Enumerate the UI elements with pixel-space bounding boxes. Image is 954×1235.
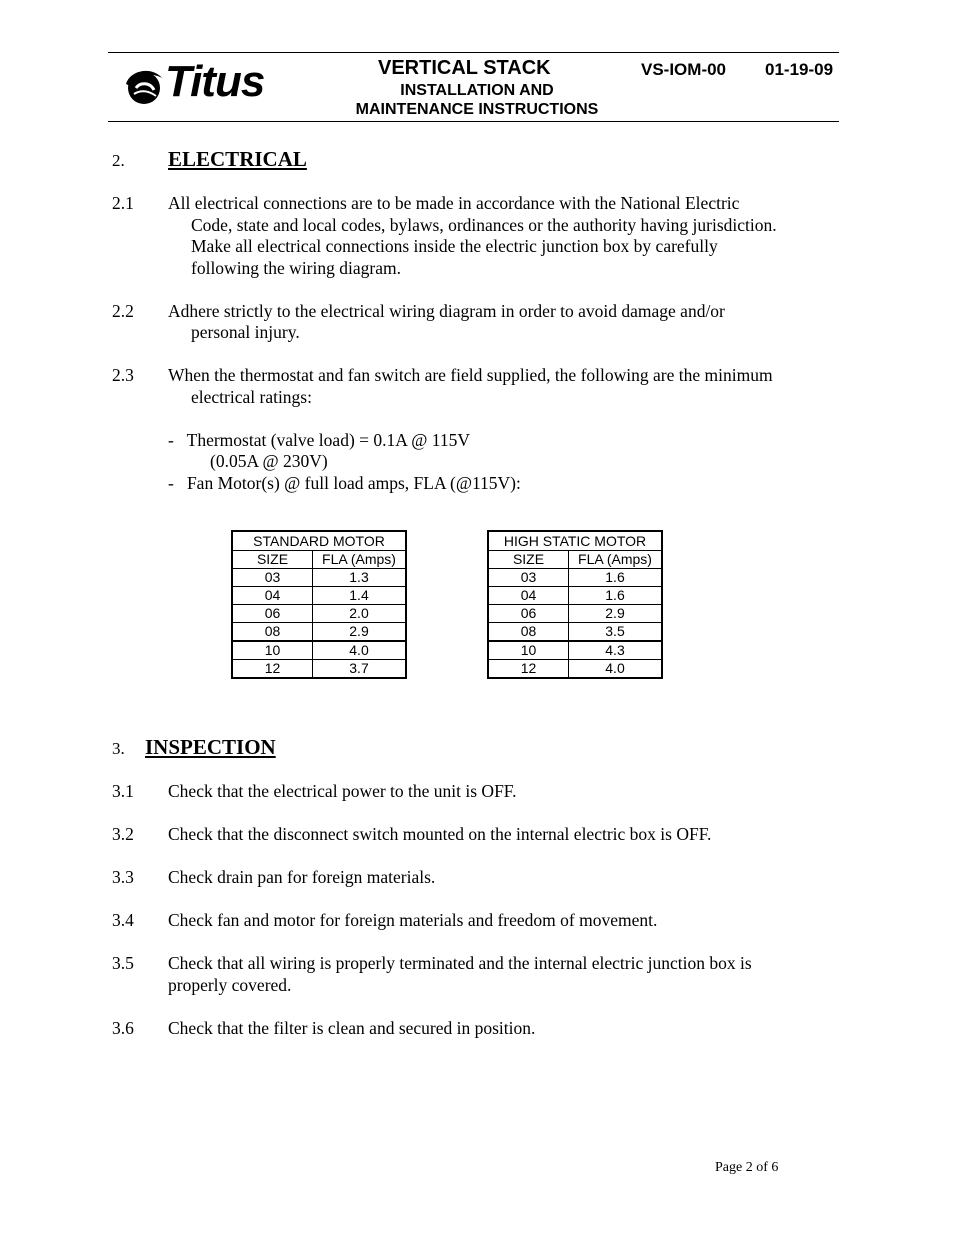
item-number: 3.4 — [112, 910, 134, 930]
item-number: 3.2 — [112, 824, 134, 844]
page-number: Page 2 of 6 — [715, 1160, 779, 1175]
fla-cell: 1.3 — [313, 569, 407, 587]
table-caption: STANDARD MOTOR — [232, 531, 406, 551]
size-cell: 06 — [232, 605, 313, 623]
item-text-line: Check fan and motor for foreign materials and freedom of movement. — [168, 910, 658, 930]
size-cell: 08 — [488, 623, 569, 642]
size-cell: 12 — [232, 660, 313, 679]
column-header: FLA (Amps) — [313, 551, 407, 569]
fla-cell: 3.5 — [569, 623, 663, 642]
column-header: FLA (Amps) — [569, 551, 663, 569]
fla-cell: 2.0 — [313, 605, 407, 623]
item-number: 3.5 — [112, 953, 134, 973]
size-cell: 03 — [232, 569, 313, 587]
item-text-line: following the wiring diagram. — [191, 258, 401, 278]
item-text-line: Check that all wiring is properly terminated and the internal electric junction box is — [168, 953, 752, 973]
size-cell: 06 — [488, 605, 569, 623]
table-row — [232, 587, 406, 605]
item-text-line: Adhere strictly to the electrical wiring diagram in order to avoid damage and/or — [168, 301, 725, 321]
table-row — [488, 605, 662, 623]
fla-cell: 4.0 — [313, 641, 407, 660]
item-text-line: personal injury. — [191, 322, 300, 342]
item-text-line: electrical ratings: — [191, 387, 312, 407]
standard-motor-table — [231, 530, 407, 679]
table-row — [232, 569, 406, 587]
table-row — [232, 660, 406, 679]
section-2-title: ELECTRICAL — [168, 147, 307, 171]
header-subtitle-1: INSTALLATION AND — [400, 82, 554, 99]
item-text-line: When the thermostat and fan switch are field supplied, the following are the minimum — [168, 365, 773, 385]
table-row — [488, 641, 662, 660]
size-cell: 04 — [488, 587, 569, 605]
table-row — [232, 641, 406, 660]
titus-swirl-icon — [122, 64, 166, 108]
item-text-line: Code, state and local codes, bylaws, ordinances or the authority having jurisdiction. — [191, 215, 777, 235]
header-bottom-rule — [108, 121, 839, 122]
size-cell: 12 — [488, 660, 569, 679]
logo-wordmark: Titus — [165, 57, 265, 106]
section-3-title: INSPECTION — [145, 735, 276, 759]
high-static-motor-table — [487, 530, 663, 679]
table-row — [488, 623, 662, 642]
item-text-line: Check that the electrical power to the unit is OFF. — [168, 781, 517, 801]
header-title: VERTICAL STACK — [378, 57, 551, 79]
table-row — [232, 605, 406, 623]
fan-motor-rating: - Fan Motor(s) @ full load amps, FLA (@115V): — [168, 473, 521, 493]
fla-cell: 2.9 — [569, 605, 663, 623]
column-header: SIZE — [232, 551, 313, 569]
fla-cell: 4.0 — [569, 660, 663, 679]
size-cell: 10 — [488, 641, 569, 660]
fla-cell: 1.6 — [569, 569, 663, 587]
item-number: 3.1 — [112, 781, 134, 801]
size-cell: 03 — [488, 569, 569, 587]
table-row — [488, 587, 662, 605]
table-row — [488, 569, 662, 587]
column-header: SIZE — [488, 551, 569, 569]
header-top-rule — [108, 52, 839, 53]
item-text-line: Check that the filter is clean and secured in position. — [168, 1018, 536, 1038]
thermostat-rating-alt: (0.05A @ 230V) — [210, 451, 328, 471]
section-3-number: 3. — [112, 739, 125, 758]
thermostat-rating: - Thermostat (valve load) = 0.1A @ 115V — [168, 430, 471, 450]
fla-cell: 1.6 — [569, 587, 663, 605]
table-row — [232, 623, 406, 642]
fla-cell: 2.9 — [313, 623, 407, 642]
fla-cell: 1.4 — [313, 587, 407, 605]
item-text-line: Check that the disconnect switch mounted on the internal electric box is OFF. — [168, 824, 712, 844]
item-number: 2.2 — [112, 301, 134, 321]
item-text-line: Check drain pan for foreign materials. — [168, 867, 436, 887]
document-code: VS-IOM-00 — [641, 60, 727, 79]
item-number: 3.3 — [112, 867, 134, 887]
item-number: 2.1 — [112, 193, 134, 213]
item-text-line: Make all electrical connections inside the electric junction box by carefully — [191, 236, 718, 256]
size-cell: 08 — [232, 623, 313, 642]
section-2-number: 2. — [112, 151, 125, 170]
size-cell: 10 — [232, 641, 313, 660]
item-number: 3.6 — [112, 1018, 134, 1038]
table-caption: HIGH STATIC MOTOR — [488, 531, 662, 551]
table-row — [488, 660, 662, 679]
size-cell: 04 — [232, 587, 313, 605]
item-text-line: All electrical connections are to be made in accordance with the National Electric — [168, 193, 740, 213]
header-subtitle-2: MAINTENANCE INSTRUCTIONS — [355, 101, 599, 118]
document-date: 01-19-09 — [765, 60, 834, 79]
fla-cell: 4.3 — [569, 641, 663, 660]
fla-cell: 3.7 — [313, 660, 407, 679]
item-text-line: properly covered. — [168, 975, 292, 995]
item-number: 2.3 — [112, 365, 134, 385]
